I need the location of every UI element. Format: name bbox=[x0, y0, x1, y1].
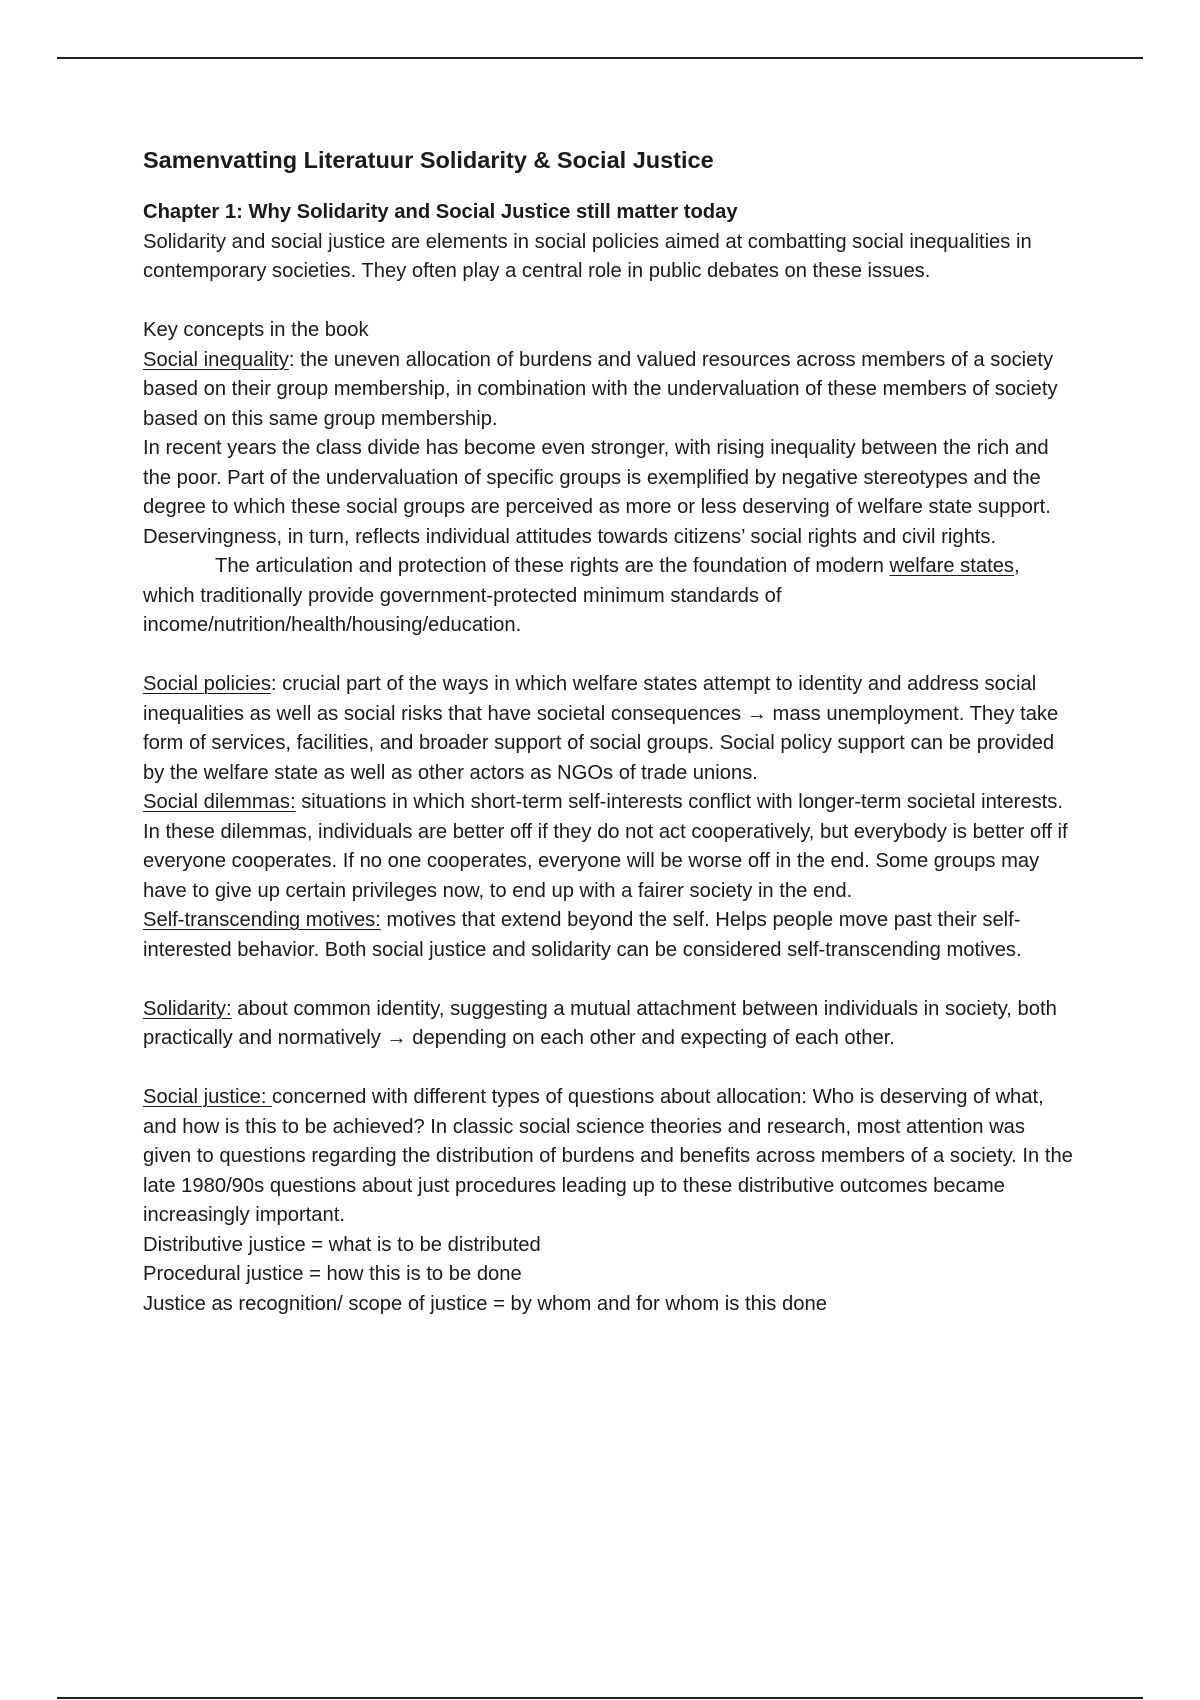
spacer bbox=[143, 1054, 1073, 1084]
term-social-inequality: Social inequality bbox=[143, 348, 289, 371]
social-dilemmas-paragraph bbox=[143, 788, 1073, 906]
term-solidarity: Solidarity: bbox=[143, 997, 232, 1020]
document-body bbox=[143, 140, 1073, 1319]
footer-rule bbox=[57, 1697, 1143, 1699]
spacer bbox=[143, 965, 1073, 995]
arrow-right-icon: → bbox=[386, 1027, 407, 1049]
social-justice-definition: concerned with different types of questions about allocation: Who is deserving of what, and how is this to be achieved? In classic social science theories and research, most attention was given to questions regarding the distribution of burdens and benefits across members of a society. In the late 1980/90s questions about just procedures leading up to these distributive outcomes became increasingly important. bbox=[143, 1086, 1073, 1226]
key-concepts-heading: Key concepts in the book bbox=[143, 319, 369, 341]
intro-paragraph: Solidarity and social justice are elements in social policies aimed at combatting social inequalities in contemporary societies. They often play a central role in public debates on these issues. bbox=[143, 230, 1032, 282]
solidarity-definition-part1: about common identity, suggesting a mutual attachment between individuals in society, both practically and normatively bbox=[143, 997, 1057, 1049]
welfare-text-before: The articulation and protection of these rights are the foundation of modern bbox=[215, 555, 890, 577]
social-policies-paragraph bbox=[143, 670, 1073, 788]
term-social-dilemmas: Social dilemmas: bbox=[143, 791, 296, 813]
term-social-justice: Social justice: bbox=[143, 1086, 273, 1108]
chapter-heading: Chapter 1: Why Solidarity and Social Justice still matter today bbox=[143, 201, 738, 223]
justice-type-recognition: Justice as recognition/ scope of justice = by whom and for whom is this done bbox=[143, 1292, 827, 1315]
document-title: Samenvatting Literatuur Solidarity & Social Justice bbox=[143, 147, 714, 173]
term-welfare-states: welfare states bbox=[889, 555, 1015, 577]
social-justice-paragraph bbox=[143, 1083, 1073, 1231]
welfare-text-after: , which traditionally provide government-protected minimum standards of income/nutrition/health/housing/education. bbox=[143, 555, 1020, 636]
header-rule bbox=[57, 57, 1143, 59]
social-policies-definition-part1: : crucial part of the ways in which welfare states attempt to identity and address social inequalities as well as social risks that have societal consequences bbox=[143, 673, 1037, 725]
solidarity-paragraph bbox=[143, 995, 1073, 1054]
term-social-policies: Social policies bbox=[143, 673, 271, 695]
social-inequality-definition: : the uneven allocation of burdens and valued resources across members of a society based on their group membership, in combination with the undervaluation of these members of society based on this same group membership. bbox=[143, 348, 1058, 430]
class-divide-paragraph: In recent years the class divide has become even stronger, with rising inequality between the rich and the poor. Part of the undervaluation of specific groups is exemplified by negative stereotypes and the degree to which these social groups are perceived as more or less deserving of welfare state support. Deservingness, in turn, reflects individual attitudes towards citizens’ social rights and civil rights. bbox=[143, 437, 1051, 548]
spacer bbox=[143, 641, 1073, 671]
social-policies-definition-part2: mass unemployment. They take form of services, facilities, and broader support of social groups. Social policy support can be provided by the welfare state as well as other actors as NGOs of trade unions. bbox=[143, 702, 1059, 784]
self-transcending-paragraph bbox=[143, 906, 1073, 965]
justice-type-distributive: Distributive justice = what is to be distributed bbox=[143, 1233, 541, 1256]
arrow-right-icon: → bbox=[746, 702, 767, 725]
welfare-states-paragraph bbox=[143, 552, 1073, 641]
solidarity-definition-part2: depending on each other and expecting of each other. bbox=[406, 1027, 895, 1049]
self-transcending-definition: motives that extend beyond the self. Helps people move past their self-interested behavior. Both social justice and solidarity can be considered self-transcending motives. bbox=[143, 909, 1022, 961]
social-dilemmas-definition: situations in which short-term self-interests conflict with longer-term societal interests. In these dilemmas, individuals are better off if they do not act cooperatively, but everybody is better off if everyone cooperates. If no one cooperates, everyone will be worse off in the end. Some groups may have to give up certain privileges now, to end up with a fairer society in the end. bbox=[143, 791, 1068, 902]
justice-type-procedural: Procedural justice = how this is to be done bbox=[143, 1263, 522, 1285]
term-self-transcending-motives: Self-transcending motives: bbox=[143, 909, 381, 931]
social-inequality-paragraph bbox=[143, 346, 1073, 435]
spacer bbox=[143, 287, 1073, 317]
